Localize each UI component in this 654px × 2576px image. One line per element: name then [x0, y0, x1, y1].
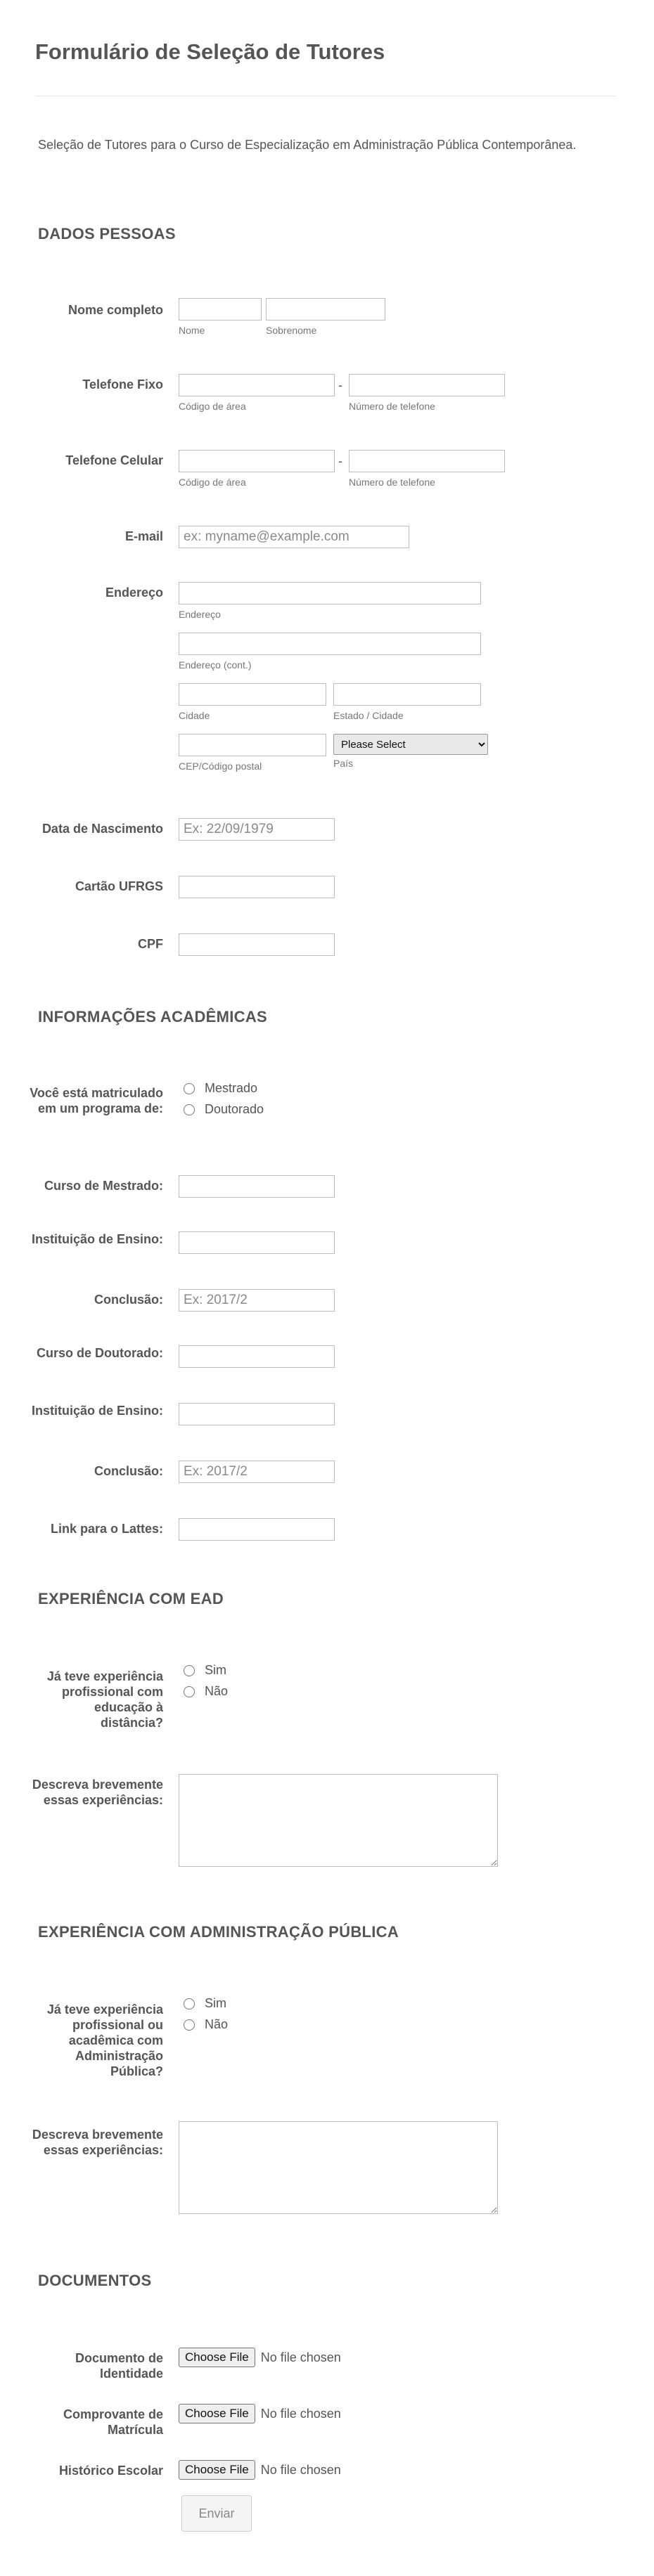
address-label: Endereço — [105, 585, 163, 600]
radio-option-ead-no[interactable] — [184, 1684, 228, 1699]
birthdate-label: Data de Nascimento — [41, 822, 163, 836]
cpf-input[interactable] — [179, 933, 335, 956]
submit-button[interactable]: Enviar — [181, 2495, 252, 2532]
admin-question-label: Já teve experiência profissional ou acadêmica com Administração Pública? — [46, 2002, 163, 2078]
ead-describe-textarea[interactable] — [179, 1774, 498, 1867]
section-heading-documents: DOCUMENTOS — [38, 2272, 152, 2289]
form-description: Seleção de Tutores para o Curso de Especialização em Administração Pública Contemporânea. — [38, 138, 577, 152]
mobile-separator: - — [338, 454, 342, 468]
mobile-number-input[interactable] — [349, 450, 505, 472]
radio-label-masters: Mestrado — [205, 1081, 258, 1095]
masters-course-label: Curso de Mestrado: — [44, 1179, 163, 1193]
radio-circle-doctorate[interactable] — [184, 1104, 195, 1115]
mobile-number-sublabel: Número de telefone — [349, 477, 435, 488]
address-line1-sublabel: Endereço — [179, 609, 221, 620]
ead-question-label: Já teve experiência profissional com educação à distância? — [46, 1669, 163, 1730]
address-line2-sublabel: Endereço (cont.) — [179, 659, 252, 671]
enrollment-file-status: No file chosen — [260, 2406, 341, 2421]
transcript-file-status: No file chosen — [260, 2462, 341, 2477]
radio-option-ead-yes[interactable] — [184, 1663, 226, 1678]
postal-code-sublabel: CEP/Código postal — [179, 760, 262, 772]
enrollment-choose-file-button[interactable]: Choose File — [179, 2404, 255, 2423]
radio-label-ead-yes: Sim — [205, 1663, 226, 1677]
identity-file-status: No file chosen — [260, 2350, 341, 2364]
section-heading-admin: EXPERIÊNCIA COM ADMINISTRAÇÃO PÚBLICA — [38, 1923, 399, 1941]
radio-label-admin-yes: Sim — [205, 1996, 226, 2010]
address-line1-input[interactable] — [179, 582, 481, 604]
lattes-input[interactable] — [179, 1518, 335, 1541]
mobile-area-input[interactable] — [179, 450, 335, 472]
enrollment-doc-label: Comprovante de Matrícula — [63, 2407, 163, 2437]
ead-describe-label: Descreva brevemente essas experiências: — [32, 1778, 163, 1807]
masters-institution-input[interactable] — [179, 1231, 335, 1254]
masters-course-input[interactable] — [179, 1175, 335, 1198]
transcript-choose-file-button[interactable]: Choose File — [179, 2460, 255, 2480]
masters-institution-label: Instituição de Ensino: — [31, 1232, 163, 1246]
state-sublabel: Estado / Cidade — [333, 710, 404, 721]
radio-circle-ead-yes[interactable] — [184, 1665, 195, 1676]
radio-circle-ead-no[interactable] — [184, 1686, 195, 1697]
enrollment-file-picker[interactable] — [179, 2404, 341, 2423]
section-heading-academic: INFORMAÇÕES ACADÊMICAS — [38, 1008, 268, 1025]
radio-option-admin-yes[interactable] — [184, 1996, 226, 2011]
identity-choose-file-button[interactable]: Choose File — [179, 2348, 255, 2367]
landline-area-input[interactable] — [179, 374, 335, 396]
doctorate-course-input[interactable] — [179, 1345, 335, 1368]
landline-separator: - — [338, 378, 342, 392]
radio-label-admin-no: Não — [205, 2017, 229, 2031]
postal-code-input[interactable] — [179, 734, 326, 756]
section-heading-ead: EXPERIÊNCIA COM EAD — [38, 1590, 224, 1607]
radio-circle-admin-yes[interactable] — [184, 1998, 195, 2009]
doctorate-course-label: Curso de Doutorado: — [37, 1346, 163, 1360]
city-sublabel: Cidade — [179, 710, 210, 721]
radio-circle-masters[interactable] — [184, 1083, 195, 1094]
section-heading-personal: DADOS PESSOAS — [38, 225, 176, 242]
transcript-file-picker[interactable] — [179, 2460, 341, 2480]
doctorate-conclusion-label: Conclusão: — [94, 1464, 163, 1478]
cpf-label: CPF — [138, 937, 163, 951]
first-name-sublabel: Nome — [179, 325, 205, 336]
masters-conclusion-label: Conclusão: — [94, 1293, 163, 1307]
radio-option-masters[interactable] — [184, 1081, 257, 1096]
last-name-input[interactable] — [266, 298, 385, 321]
country-sublabel: País — [333, 758, 354, 769]
mobile-label: Telefone Celular — [65, 453, 163, 467]
full-name-label: Nome completo — [68, 303, 163, 317]
identity-file-picker[interactable] — [179, 2348, 341, 2367]
doctorate-institution-input[interactable] — [179, 1403, 335, 1425]
address-line2-input[interactable] — [179, 633, 481, 655]
admin-describe-label: Descreva brevemente essas experiências: — [32, 2128, 163, 2157]
radio-label-doctorate: Doutorado — [205, 1102, 264, 1116]
identity-doc-label: Documento de Identidade — [75, 2351, 163, 2381]
radio-label-ead-no: Não — [205, 1684, 229, 1698]
radio-option-admin-no[interactable] — [184, 2017, 228, 2032]
form-title: Formulário de Seleção de Tutores — [35, 39, 385, 64]
email-input[interactable] — [179, 526, 409, 548]
doctorate-conclusion-input[interactable] — [179, 1461, 335, 1483]
masters-conclusion-input[interactable] — [179, 1289, 335, 1312]
radio-circle-admin-no[interactable] — [184, 2019, 195, 2031]
lattes-label: Link para o Lattes: — [50, 1522, 163, 1536]
doctorate-institution-label: Instituição de Ensino: — [31, 1404, 163, 1418]
card-input[interactable] — [179, 876, 335, 898]
admin-describe-textarea[interactable] — [179, 2121, 498, 2214]
card-label: Cartão UFRGS — [75, 879, 163, 893]
birthdate-input[interactable] — [179, 818, 335, 841]
city-input[interactable] — [179, 683, 326, 706]
landline-number-input[interactable] — [349, 374, 505, 396]
last-name-sublabel: Sobrenome — [266, 325, 317, 336]
email-label: E-mail — [124, 529, 163, 543]
enrolled-label: Você está matriculado em um programa de: — [30, 1086, 163, 1115]
landline-area-sublabel: Código de área — [179, 401, 246, 412]
landline-number-sublabel: Número de telefone — [349, 401, 435, 412]
radio-option-doctorate[interactable] — [184, 1102, 264, 1117]
first-name-input[interactable] — [179, 298, 262, 321]
transcript-doc-label: Histórico Escolar — [58, 2464, 163, 2478]
state-input[interactable] — [333, 683, 481, 706]
mobile-area-sublabel: Código de área — [179, 477, 246, 488]
country-select[interactable] — [333, 734, 488, 755]
landline-label: Telefone Fixo — [82, 377, 163, 391]
